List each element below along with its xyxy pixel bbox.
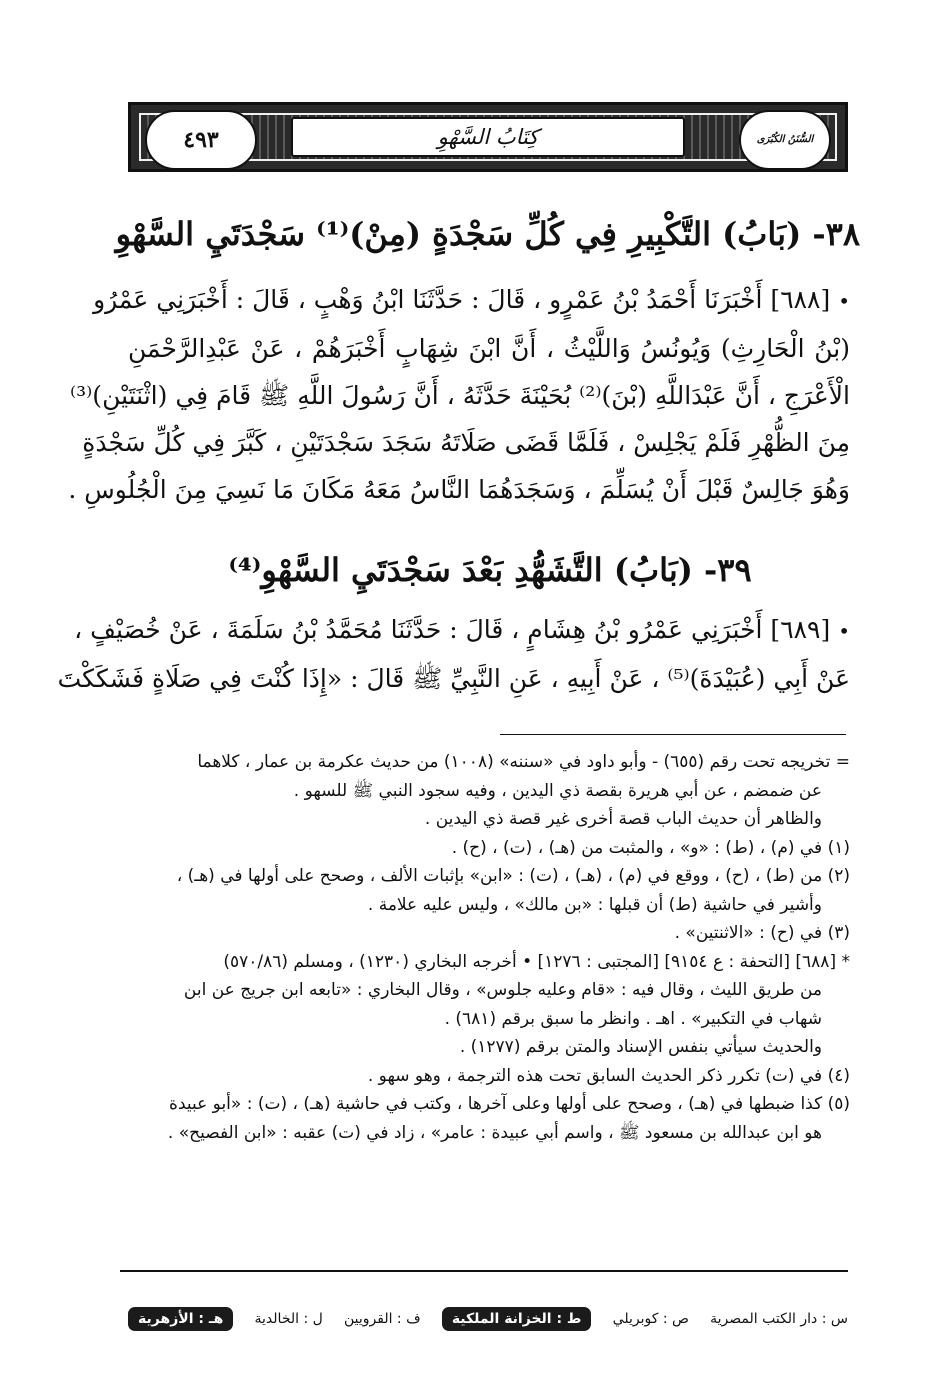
hadith-line: الْأَعْرَجِ ، أَنَّ عَبْدَاللَّهِ (بْنَ)⁽²⁾ بُحَيْنَةَ حَدَّثَهُ ، أَنَّ رَسُولَ اللَّهِ ﷺ قَامَ فِي (اثْنَتَيْنِ)⁽³⁾ xyxy=(70,381,850,410)
bullet-icon: • xyxy=(838,619,850,643)
legend-item: ل : الخالدية xyxy=(254,1311,323,1327)
footnote-line: هو ابن عبدالله بن مسعود ﷺ ، واسم أبي عبيدة : عامر» ، زاد في (ت) عقبه : «ابن الفصيح» . xyxy=(167,1122,822,1143)
footnote-line: = تخريجه تحت رقم (٦٥٥) - وأبو داود في «سننه» (١٠٠٨) من حديث عكرمة بن عمار ، كلاهما xyxy=(197,752,850,772)
hadith-line-text: [٦٨٨] أَخْبَرَنَا أَحْمَدُ بْنُ عَمْرٍو ، قَالَ : حَدَّثَنَا ابْنُ وَهْبٍ ، قَالَ : أَخْبَرَنِي عَمْرُو xyxy=(93,285,831,314)
legend-item: س : دار الكتب المصرية xyxy=(710,1311,848,1327)
footnote-line: والظاهر أن حديث الباب قصة أخرى غير قصة ذي اليدين . xyxy=(424,809,822,829)
page-number: ٤٩٣ xyxy=(183,127,219,153)
hadith-689 xyxy=(57,606,850,702)
legend-item-highlight: هـ : الأزهرية xyxy=(128,1307,233,1331)
footnote-line: شهاب في التكبير» . اهـ . وانظر ما سبق برقم (٦٨١) . xyxy=(444,1008,822,1029)
chapter-title: كِتَابُ السَّهْوِ xyxy=(437,125,539,149)
hadith-line xyxy=(74,606,850,655)
legend-item: ف : القرويين xyxy=(343,1311,421,1327)
footnote-line: عن ضمضم ، عن أبي هريرة بقصة ذي اليدين ، وفيه سجود النبي ﷺ للسهو . xyxy=(293,780,822,801)
page-number-medallion xyxy=(145,110,257,170)
footnotes xyxy=(120,748,850,1147)
footnote-line: (١) في (م) ، (ط) : «و» ، والمثبت من (هـ) ، (ت) ، (ح) . xyxy=(451,837,850,858)
manuscript-legend xyxy=(128,1302,848,1336)
footnote-line: من طريق الليث ، وقال فيه : «قام وعليه جلوس» ، وقال البخاري : «تابعه ابن جريج عن ابن xyxy=(183,980,822,1000)
section-heading-38: ٣٨- (بَابُ) التَّكْبِيرِ فِي كُلِّ سَجْدَةٍ (مِنْ)⁽¹⁾ سَجْدَتَيِ السَّهْوِ xyxy=(115,215,860,253)
legend-item-highlight: ط : الخزانة الملكية xyxy=(442,1307,592,1331)
footnote-line: (٢) من (ط) ، (ح) ، ووقع في (م) ، (هـ) ، (ت) : «ابن» بإثبات الألف ، وصحح على أولها في (هـ) ، xyxy=(176,866,850,886)
bullet-icon: • xyxy=(838,289,850,313)
hadith-line-text: [٦٨٩] أَخْبَرَنِي عَمْرُو بْنُ هِشَامٍ ، قَالَ : حَدَّثَنَا مُحَمَّدُ بْنُ سَلَمَةَ ، عَنْ خُصَيْفٍ ، xyxy=(74,615,831,644)
footnote-separator xyxy=(500,734,846,735)
hadith-line: (بْنُ الْحَارِثِ) وَيُونُسُ وَاللَّيْثُ ، أَنَّ ابْنَ شِهَابٍ أَخْبَرَهُمْ ، عَنْ عَبْدِالرَّحْمَنِ xyxy=(128,334,850,363)
hadith-line: وَهُوَ جَالِسٌ قَبْلَ أَنْ يُسَلِّمَ ، وَسَجَدَهُمَا النَّاسُ مَعَهُ مَكَانَ مَا نَسِيَ مِنَ الْجُلُوسِ . xyxy=(68,475,850,504)
book-logo-medallion xyxy=(739,110,831,170)
footnote-line: (٤) في (ت) تكرر ذكر الحديث السابق تحت هذه الترجمة ، وهو سهو . xyxy=(367,1065,850,1086)
hadith-line xyxy=(93,276,850,325)
legend-item: ص : كوبريلي xyxy=(612,1311,689,1327)
hadith-line: عَنْ أَبِي (عُبَيْدَةَ)⁽⁵⁾ ، عَنْ أَبِيهِ ، عَنِ النَّبِيِّ ﷺ قَالَ : «إِذَا كُنْتَ فِي صَلَاةٍ فَشَكَكْتَ xyxy=(57,664,850,693)
legend-separator xyxy=(120,1270,848,1272)
footnote-line: (٣) في (ح) : «الاثنتين» . xyxy=(674,923,850,943)
footnote-line: والحديث سيأتي بنفس الإسناد والمتن برقم (١٢٧٧) . xyxy=(459,1037,822,1057)
hadith-line: مِنَ الظُّهْرِ فَلَمْ يَجْلِسْ ، فَلَمَّا قَضَى صَلَاتَهُ سَجَدَ سَجْدَتَيْنِ ، كَبَّرَ فِي كُلِّ سَجْدَةٍ xyxy=(82,428,850,457)
hadith-688 xyxy=(68,276,850,513)
chapter-title-box xyxy=(291,117,685,157)
footnote-line: (٥) كذا ضبطها في (هـ) ، وصحح على أولها وعلى آخرها ، وكتب في حاشية (هـ) ، (ت) : «أبو عبيدة xyxy=(169,1094,850,1114)
footnote-line: وأشير في حاشية (ط) أن قبلها : «بن مالك» ، وليس عليه علامة . xyxy=(367,894,822,915)
takhrij-line: * [٦٨٨] [التحفة : ع ٩١٥٤] [المجتبى : ١٢٧٦] • أخرجه البخاري (١٢٣٠) ، ومسلم (٥٧٠/٨٦) xyxy=(223,951,850,972)
page-header-banner xyxy=(128,102,848,172)
book-logo-text: السُّنَنُ الكُبْرَى xyxy=(756,134,814,145)
section-heading-39: ٣٩- (بَابُ) التَّشَهُّدِ بَعْدَ سَجْدَتَيِ السَّهْوِ⁽⁴⁾ xyxy=(228,551,752,589)
